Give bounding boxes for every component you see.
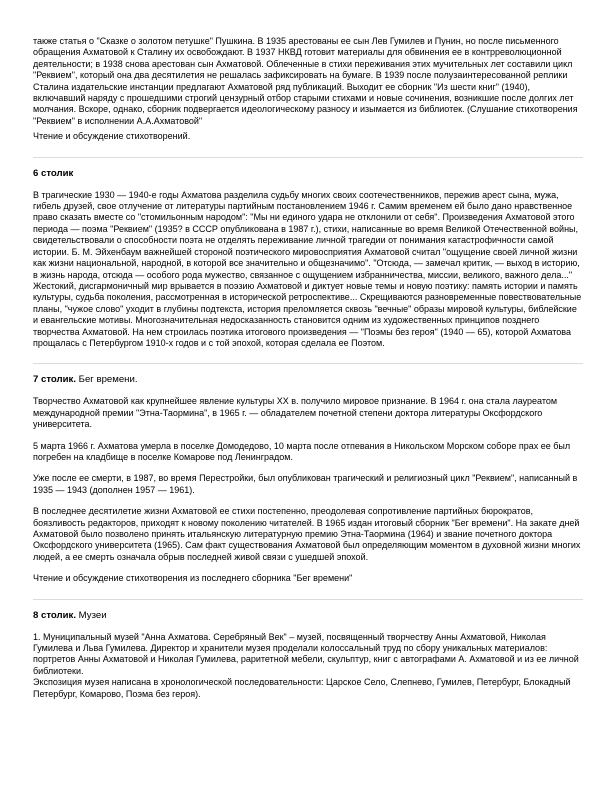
section-7-paragraph-2: 5 марта 1966 г. Ахматова умерла в поселке Домодедово, 10 марта после отпевания в Никольском Морском соборе прах ее был погребен на кладбище в поселке Комарове под Ленинградом. [33, 440, 571, 462]
section-6-heading [33, 168, 583, 180]
document-page [33, 36, 583, 700]
section-7-heading [33, 374, 583, 386]
intro-reading-note: Чтение и обсуждение стихотворений. [33, 131, 191, 142]
intro-paragraph: также статья о "Сказке о золотом петушке" Пушкина. В 1935 арестованы ее сын Лев Гумилев и Пунин, но после письменного обращения Ахматовой к Сталину их освобождают. В 1937 НКВД готовит материалы для обвинения ее в контрреволюционной деятельности; в 1938 снова арестован сын Ахматовой. Облеченные в стихи переживания этих мучительных лет составили цикл "Реквием", который она два десятилетия не решалась зафиксировать на бумаге. В 1939 после полузаинтересованной реплики Сталина издательские инстанции предлагают Ахматовой ряд публикаций. Выходит ее сборник "Из шести книг" (1940), включавший наряду с прошедшими строгий цензурный отбор старыми стихами и новые сочинения, возникшие после долгих лет молчания. Вскоре, однако, сборник подвергается идеологическому разносу и изымается из библиотек. (Слушание стихотворения "Реквием" в исполнении А.А.Ахматовой" [33, 36, 578, 126]
section-8-paragraph-1: 1. Муниципальный музей "Анна Ахматова. Серебряный Век" – музей, посвященный творчеству Анны Ахматовой, Николая Гумилева и Льва Гумилева. Директор и хранители музея проделали колоссальный труд по сбору уникальных материалов: портретов Анны Ахматовой и Николая Гумилева, раритетной мебели, скульптур, книг с автографами А. Ахматовой и из ее личной библиотеки. [33, 631, 579, 676]
section-7-paragraph-4: В последнее десятилетие жизни Ахматовой ее стихи постепенно, преодолевая сопротивление партийных бюрократов, боязливость редакторов, приходят к новому поколению читателей. В 1965 издан итоговый сборник "Бег времени". На закате дней Ахматовой было позволено принять итальянскую литературную премию Этна-Таормина (1964) и звание почетного доктора Оксфордского университета (1965). Сам факт существования Ахматовой был определяющим моментом в духовной жизни многих людей, а ее смерть означала обрыв последней живой связи с ушедшей эпохой. [33, 506, 581, 562]
section-7-paragraph-1: Творчество Ахматовой как крупнейшее явление культуры XX в. получило мировое признание. В 1964 г. она стала лауреатом международной премии "Этна-Таормина", в 1965 г. — обладателем почетной степени доктора литературы Оксфордского университета. [33, 396, 558, 430]
section-8-heading [33, 610, 583, 622]
section-7-title: Бег времени. [78, 374, 138, 386]
section-8-number: 8 столик. [33, 609, 76, 621]
section-7-paragraph-5: Чтение и обсуждение стихотворения из последнего сборника "Бег времени" [33, 573, 353, 584]
section-6-number: 6 столик [33, 167, 74, 179]
section-6-paragraph: В трагические 1930 — 1940-е годы Ахматова разделила судьбу многих своих соотечественников, пережив арест сына, мужа, гибель друзей, свое отлучение от литературы партийным постановлением 1946 г. Самим временем ей было дано нравственное право сказать вместе со "стомильонным народом": "Мы ни единого удара не отклонили от себя". Произведения Ахматовой этого периода — поэма "Реквием" (1935? в СССР опубликована в 1987 г.), стихи, написанные во время Великой Отечественной войны, свидетельствовали о способности поэта не отделять переживание личной трагедии от понимания катастрофичности самой истории. Б. М. Эйхенбаум важнейшей стороной поэтического мировосприятия Ахматовой считал "ощущение своей личной жизни как жизни национальной, народной, в которой все значительно и общезначимо". "Отсюда, — замечал критик, — выход в историю, в жизнь народа, отсюда — особого рода мужество, связанное с ощущением избранничества, миссии, великого, важного дела..." Жестокий, дисгармоничный мир врывается в поэзию Ахматовой и диктует новые темы и новую поэтику: память истории и память культуры, судьба поколения, рассмотренная в исторической ретроспективе... Скрещиваются разновременные повествовательные планы, "чужое слово" уходит в глубины подтекста, история преломляется сквозь "вечные" образы мировой культуры, библейские и евангельские мотивы. Многозначительная недосказанность становится одним из художественных принципов позднего творчества Ахматовой. На нем строилась поэтика итогового произведения — "Поэмы без героя" (1940 — 65), которой Ахматова прощалась с Петербургом 1910-х годов и с той эпохой, которая сделала ее Поэтом. [33, 189, 582, 348]
section-8-paragraph-2: Экспозиция музея написана в хронологической последовательности: Царское Село, Слепнево, Гумилев, Петербург, Блокадный Петербург, Комарово, Поэма без героя). [33, 677, 571, 699]
section-7-number: 7 столик. [33, 374, 76, 386]
section-8-title: Музеи [78, 609, 107, 621]
section-7-paragraph-3: Уже после ее смерти, в 1987, во время Перестройки, был опубликован трагический и религиозный цикл "Реквием", написанный в 1935 — 1943 (дополнен 1957 — 1961). [33, 473, 578, 495]
